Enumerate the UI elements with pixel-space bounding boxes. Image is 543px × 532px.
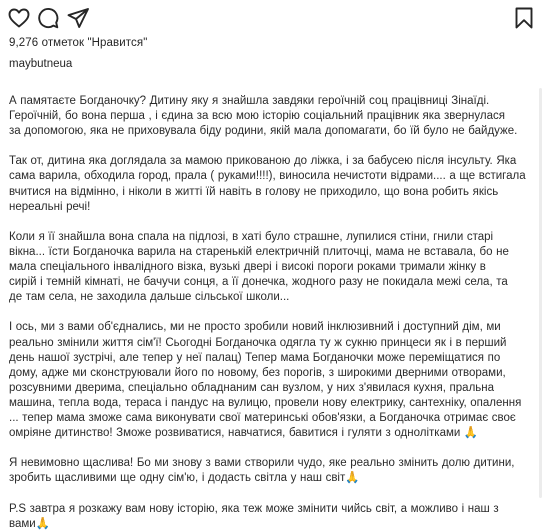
share-icon[interactable] xyxy=(66,6,90,30)
caption-scrollbar[interactable] xyxy=(539,88,542,498)
post-author-username[interactable]: maybutneua xyxy=(9,58,73,70)
likes-count[interactable]: 9,276 отметок "Нравится" xyxy=(9,37,148,49)
caption-paragraph: Коли я її знайшла вона спала на підлозі, в хаті було страшне, лупилися стіни, гнили старі вікна... їсти Богданочка варила на старенькій електричній плиточці, мама не вставала, бо не мала спеціального інвалідного візка, вузькі двері і високі пороги роками тримали жінку в сирій і темній кімнаті, не бачучи сонця, а її донечка, жодного разу не покидала межі села, та де там села, не заходила дальше сільської школи... xyxy=(9,230,509,304)
bookmark-icon[interactable] xyxy=(512,6,536,30)
caption-paragraph: І ось, ми з вами об'єднались, ми не просто зробили новий інклюзивний і доступний дім, ми реально змінили життя сім'ї! Сьогодні Богданочка одягла ту ж сукню принцеси як і в перший день нашої зустрічі, але тепер у неї палац) Тепер мама Богданочки може переміщатися по дому, адже ми сконструювали його по новому, без порогів, з широкими дверними отворами, розсувними дверима, спеціально обладнаним сан вузлом, у них з'явилася кухня, пральна машина, тепла вода, тераса і пандус на вулицю, провели нову електрику, сантехніку, опалення ... тепер мама зможе сама виконувати свої материнські обов'язки, а Богданочка отримає своє омріяне дитинство! Зможе розвиватися, навчатися, бавитися і гуляти з однолітками 🙏 xyxy=(9,321,522,440)
caption-paragraph: Я невимовно щаслива! Бо ми знову з вами створили чудо, яке реально змінить долю дитини, зробить щасливими ще одну сім'ю, і додасть світла у наш світ🙏 xyxy=(9,457,515,485)
caption-paragraph: А памятаєте Богданочку? Дитину яку я знайшла завдяки героїчній соц працівниці Зінаїді. Героїчній, бо вона перша , і єдина за всю мою історію соціальний працівник яка звернулася за допомогою, яка не приховувала біду родини, якій мала допомагати, бо їй було не байдуже. xyxy=(9,95,518,138)
caption-paragraph: Так от, дитина яка доглядала за мамою прикованою до ліжка, і за бабусею після інсульту. Яка сама варила, обходила город, прала ( руками!!!!), виносила нечистоти відрами.... а ще встигала вчитися на відмінно, і ніколи в житті їй навіть в голову не приходило, що вона робить якісь нереальні речі! xyxy=(9,155,526,213)
comment-icon[interactable] xyxy=(36,6,60,30)
post-caption xyxy=(9,94,539,532)
post-actions-bar xyxy=(0,0,543,34)
caption-paragraph: P.S завтра я розкажу вам нову історію, яка теж може змінити чийсь світ, а можливо і наш з вами🙏 xyxy=(9,502,499,530)
heart-icon[interactable] xyxy=(7,6,31,30)
